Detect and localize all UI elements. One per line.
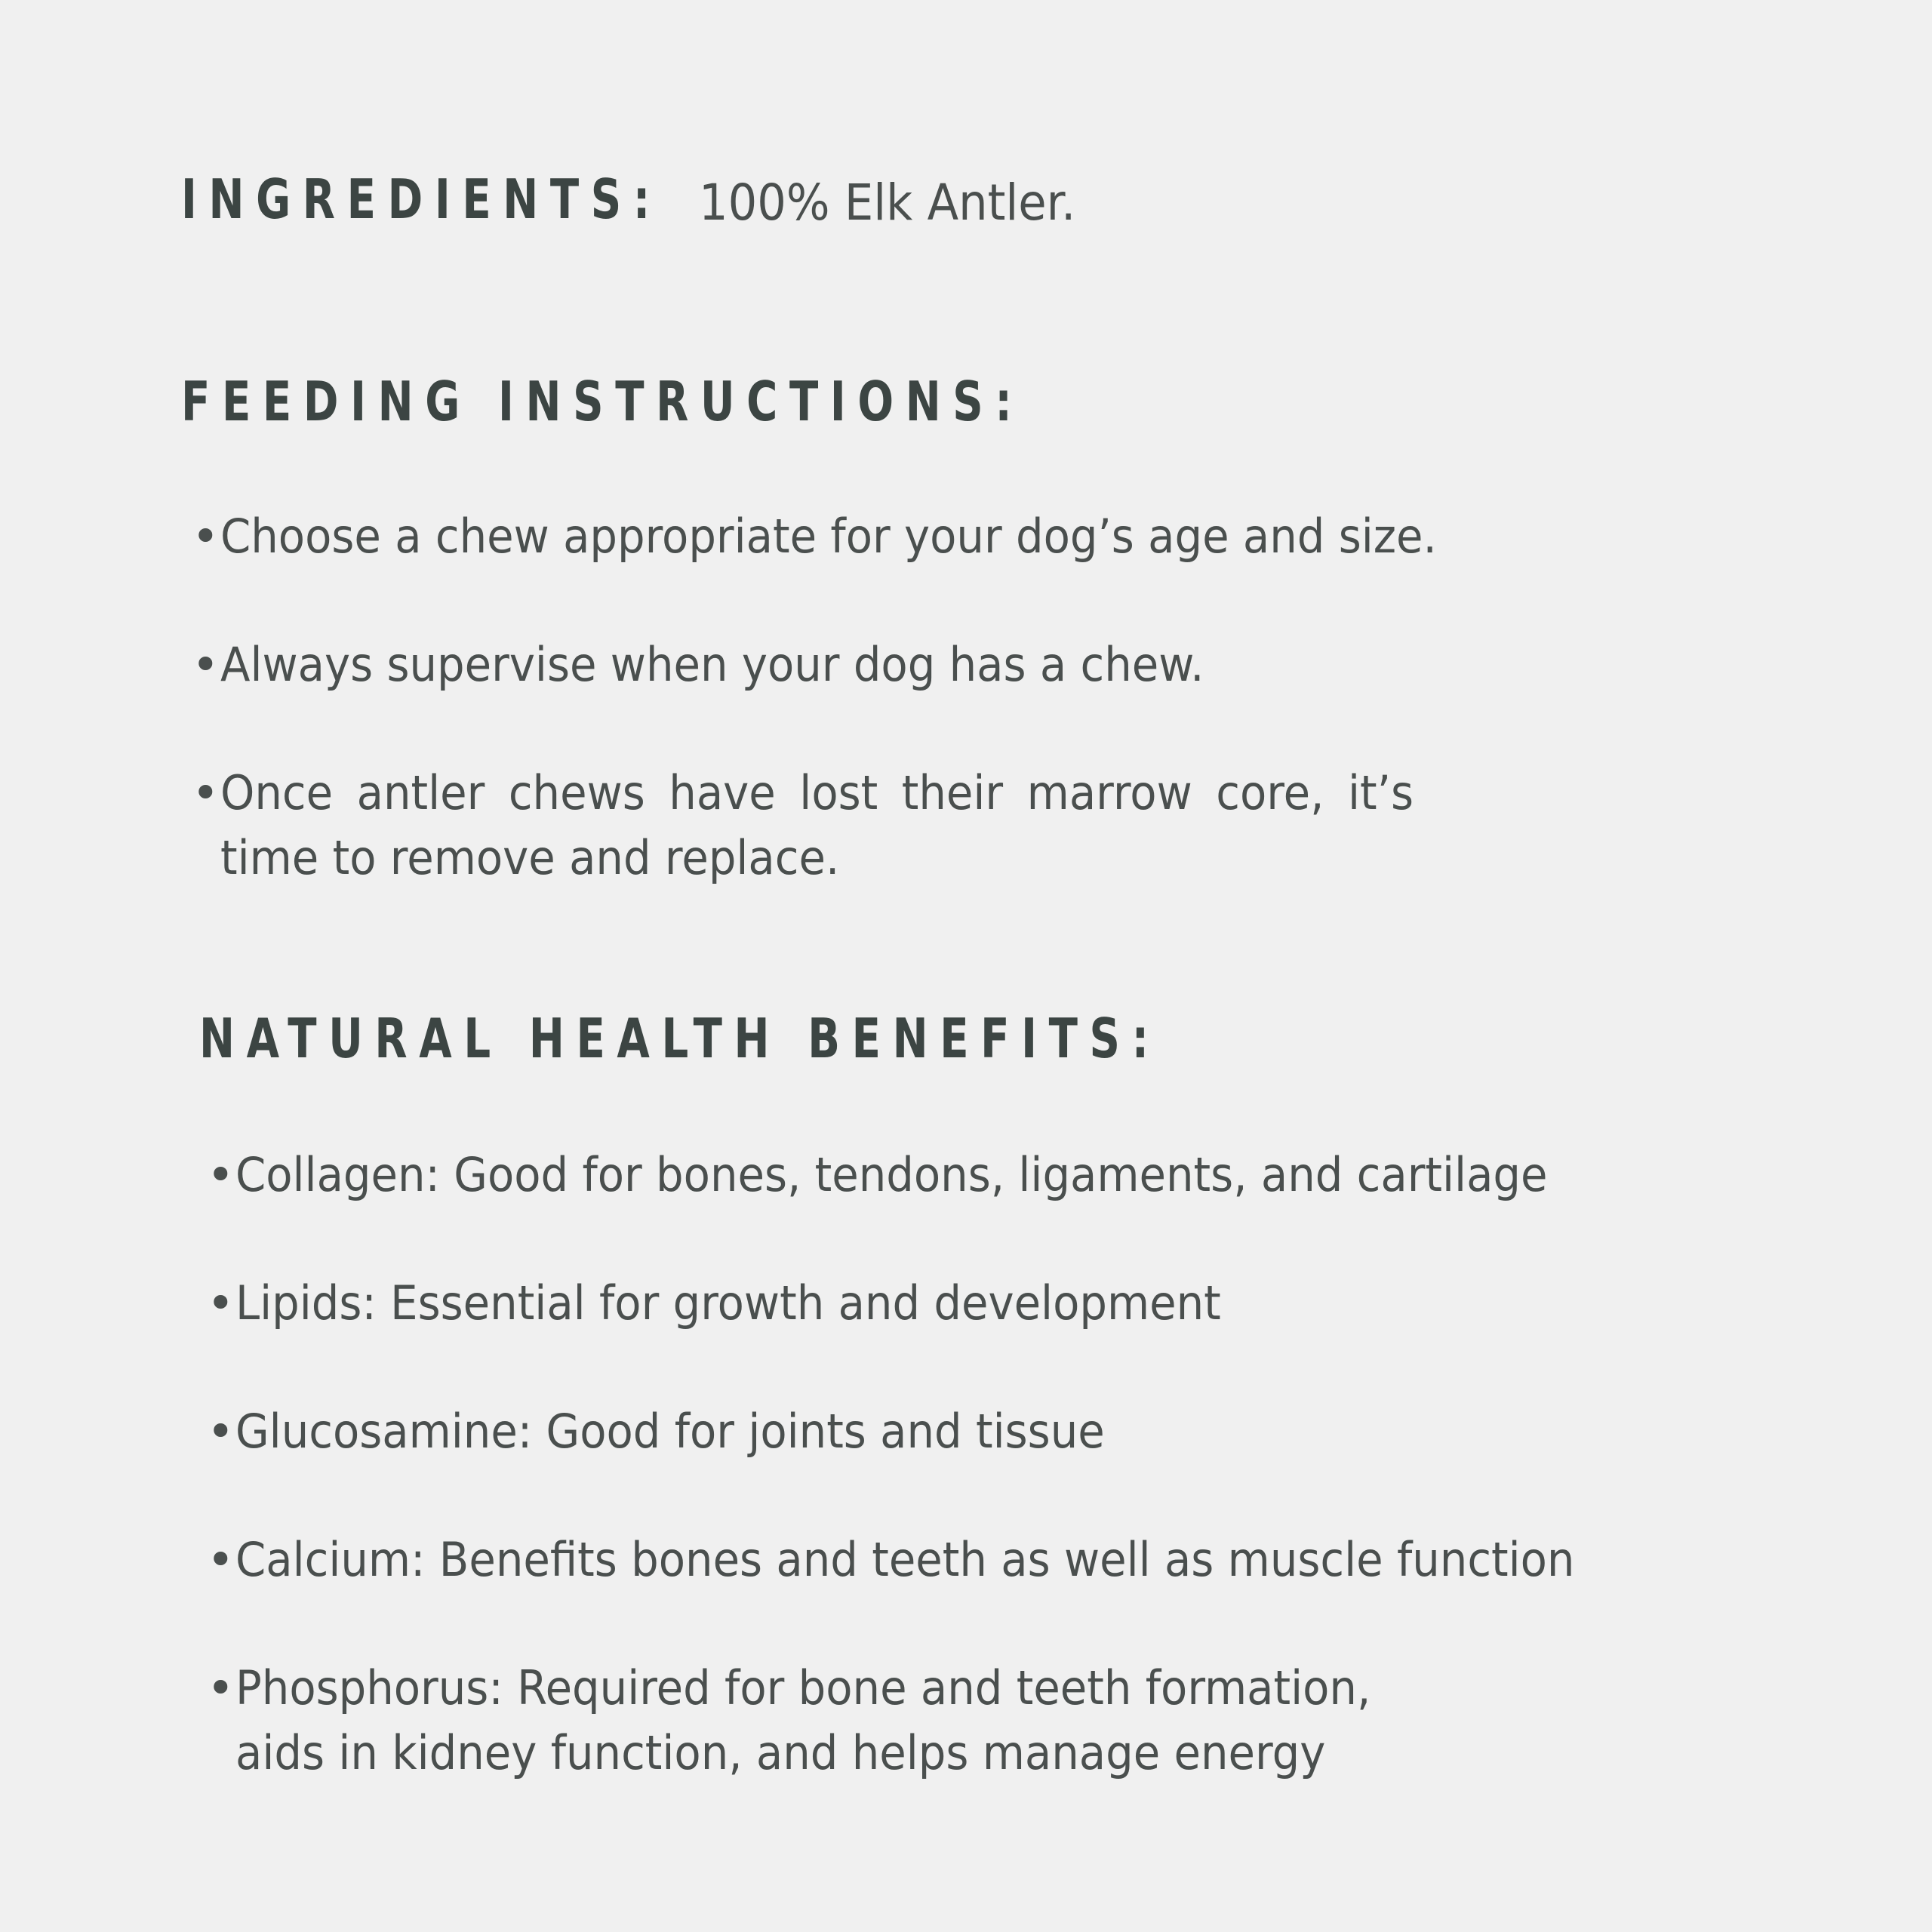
bullet-icon: • <box>207 1404 235 1459</box>
bullet-icon: • <box>192 509 220 564</box>
bullet-icon: • <box>207 1147 235 1202</box>
bullet-icon: • <box>207 1532 235 1587</box>
list-item: •Always supervise when your dog has a chew. <box>192 632 1278 697</box>
feeding-instructions-heading: FEEDING INSTRUCTIONS: <box>181 370 1024 433</box>
health-benefits-heading: NATURAL HEALTH BENEFITS: <box>199 1007 1161 1070</box>
list-item: •Once antler chews have lost their marrow core, it’s time to remove and replace. <box>192 761 1503 891</box>
list-item: •Lipids: Essential for growth and development <box>207 1271 1295 1336</box>
bullet-icon: • <box>192 637 220 692</box>
ingredients-value: 100% Elk Antler. <box>699 174 1076 232</box>
list-item: •Collagen: Good for bones, tendons, ligaments, and cartilage <box>207 1143 1646 1208</box>
list-item: •Glucosamine: Good for joints and tissue <box>207 1399 1170 1464</box>
bullet-icon: • <box>192 765 220 820</box>
ingredients-heading: INGREDIENTS: <box>181 168 662 231</box>
list-item: •Choose a chew appropriate for your dog’s age and size. <box>192 504 1528 569</box>
list-item: •Calcium: Benefits bones and teeth as well as muscle function <box>207 1527 1675 1592</box>
bullet-icon: • <box>207 1660 235 1715</box>
bullet-icon: • <box>207 1275 235 1331</box>
list-item: •Phosphorus: Required for bone and teeth formation, aids in kidney function, and helps manage energy <box>207 1656 1534 1786</box>
